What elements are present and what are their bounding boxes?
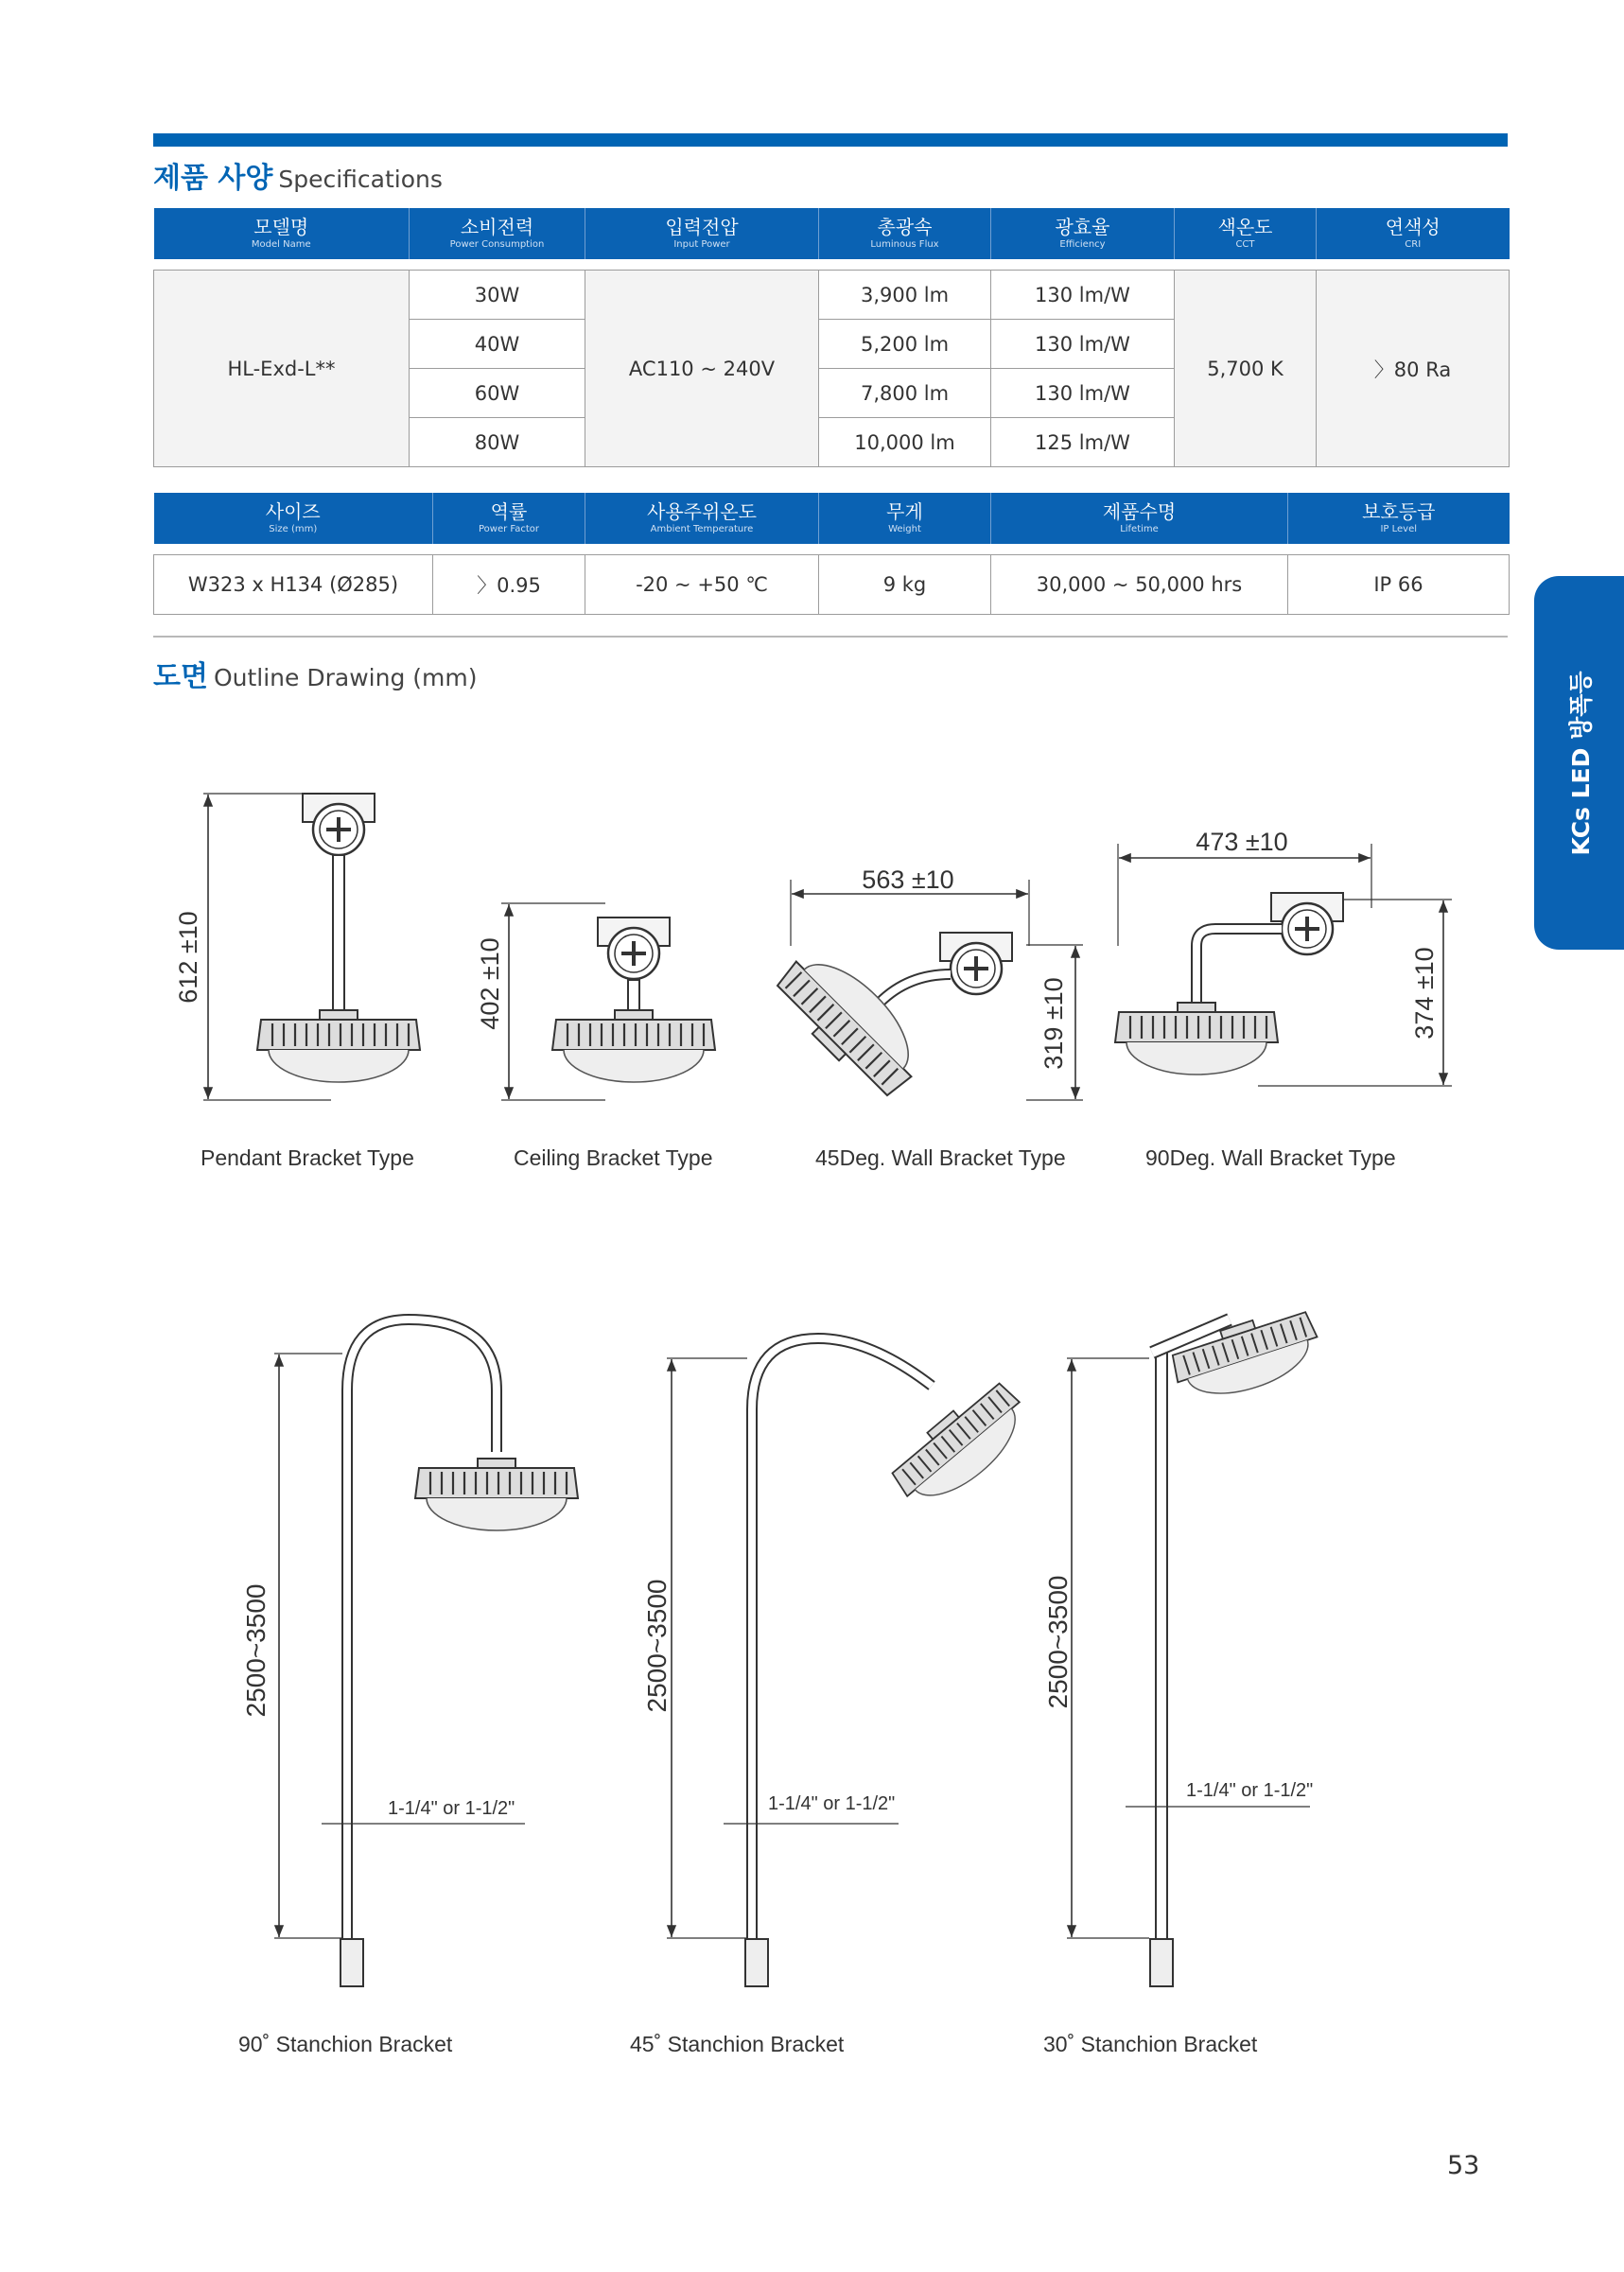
header-ip: 보호등급 IP Level (1288, 493, 1510, 544)
dim-text: 473 ±10 (1196, 828, 1288, 856)
stanchion-30-drawing (1043, 1303, 1326, 1986)
caption-ceiling: Ceiling Bracket Type (514, 1145, 713, 1170)
header-cri: 연색성 CRI (1317, 208, 1510, 259)
dim-text: 2500~3500 (642, 1579, 672, 1713)
header-model: 모델명 Model Name (154, 208, 410, 259)
caption-wall-90: 90Deg. Wall Bracket Type (1145, 1145, 1396, 1170)
power-factor-cell: 〉0.95 (433, 555, 585, 615)
efficiency-cell: 125 lm/W (991, 418, 1175, 467)
dim-text: 2500~3500 (241, 1583, 271, 1718)
dim-text: 319 ±10 (1039, 977, 1068, 1070)
efficiency-cell: 130 lm/W (991, 369, 1175, 418)
header-input: 입력전압 Input Power (585, 208, 819, 259)
caption-stanchion-30: 30˚ Stanchion Bracket (1043, 2032, 1258, 2056)
side-category-tab: KCs LED 방폭등 (1534, 576, 1624, 950)
efficiency-cell: 130 lm/W (991, 320, 1175, 369)
flux-cell: 5,200 lm (819, 320, 991, 369)
header-power: 소비전력 Power Consumption (410, 208, 585, 259)
dim-text: 402 ±10 (476, 937, 504, 1030)
temperature-cell: -20 ~ +50 ℃ (585, 555, 819, 615)
size-cell: W323 x H134 (Ø285) (154, 555, 433, 615)
ip-cell: IP 66 (1288, 555, 1510, 615)
header-power-factor: 역률 Power Factor (433, 493, 585, 544)
wall-45-bracket-drawing (768, 865, 1083, 1105)
header-size: 사이즈 Size (mm) (154, 493, 433, 544)
stanchion-90-drawing (241, 1320, 578, 1986)
header-lifetime: 제품수명 Lifetime (991, 493, 1288, 544)
flux-cell: 7,800 lm (819, 369, 991, 418)
dim-text: 2500~3500 (1043, 1575, 1073, 1709)
page-number: 53 (1447, 2151, 1480, 2180)
cri-cell: 〉80 Ra (1317, 271, 1510, 467)
pipe-text: 1-1/4" or 1-1/2" (388, 1798, 515, 1819)
dim-text: 374 ±10 (1410, 947, 1439, 1040)
dim-text: 612 ±10 (174, 911, 202, 1004)
power-cell: 30W (410, 271, 585, 320)
efficiency-cell: 130 lm/W (991, 271, 1175, 320)
caption-stanchion-45: 45˚ Stanchion Bracket (630, 2032, 845, 2056)
power-cell: 60W (410, 369, 585, 418)
header-temperature: 사용주위온도 Ambient Temperature (585, 493, 819, 544)
pipe-text: 1-1/4" or 1-1/2" (1186, 1780, 1314, 1801)
caption-pendant: Pendant Bracket Type (201, 1145, 414, 1170)
weight-cell: 9 kg (819, 555, 991, 615)
caption-stanchion-90: 90˚ Stanchion Bracket (238, 2032, 453, 2056)
stanchion-45-drawing (642, 1338, 1038, 1986)
input-cell: AC110 ~ 240V (585, 271, 819, 467)
pendant-bracket-drawing (174, 794, 420, 1100)
cct-cell: 5,700 K (1175, 271, 1317, 467)
flux-cell: 3,900 lm (819, 271, 991, 320)
spec-section-title: 제품 사양 Specifications (153, 162, 443, 195)
caption-wall-45: 45Deg. Wall Bracket Type (815, 1145, 1066, 1170)
wall-90-bracket-drawing (1115, 828, 1452, 1086)
ceiling-bracket-drawing (476, 903, 715, 1100)
pipe-text: 1-1/4" or 1-1/2" (768, 1793, 896, 1814)
dim-text: 563 ±10 (862, 865, 954, 894)
lifetime-cell: 30,000 ~ 50,000 hrs (991, 555, 1288, 615)
model-cell: HL-Exd-L** (154, 271, 410, 467)
drawing-section-title: 도면 Outline Drawing (mm) (153, 660, 478, 693)
header-weight: 무게 Weight (819, 493, 991, 544)
header-cct: 색온도 CCT (1175, 208, 1317, 259)
flux-cell: 10,000 lm (819, 418, 991, 467)
header-efficiency: 광효율 Efficiency (991, 208, 1175, 259)
power-cell: 80W (410, 418, 585, 467)
header-flux: 총광속 Luminous Flux (819, 208, 991, 259)
power-cell: 40W (410, 320, 585, 369)
